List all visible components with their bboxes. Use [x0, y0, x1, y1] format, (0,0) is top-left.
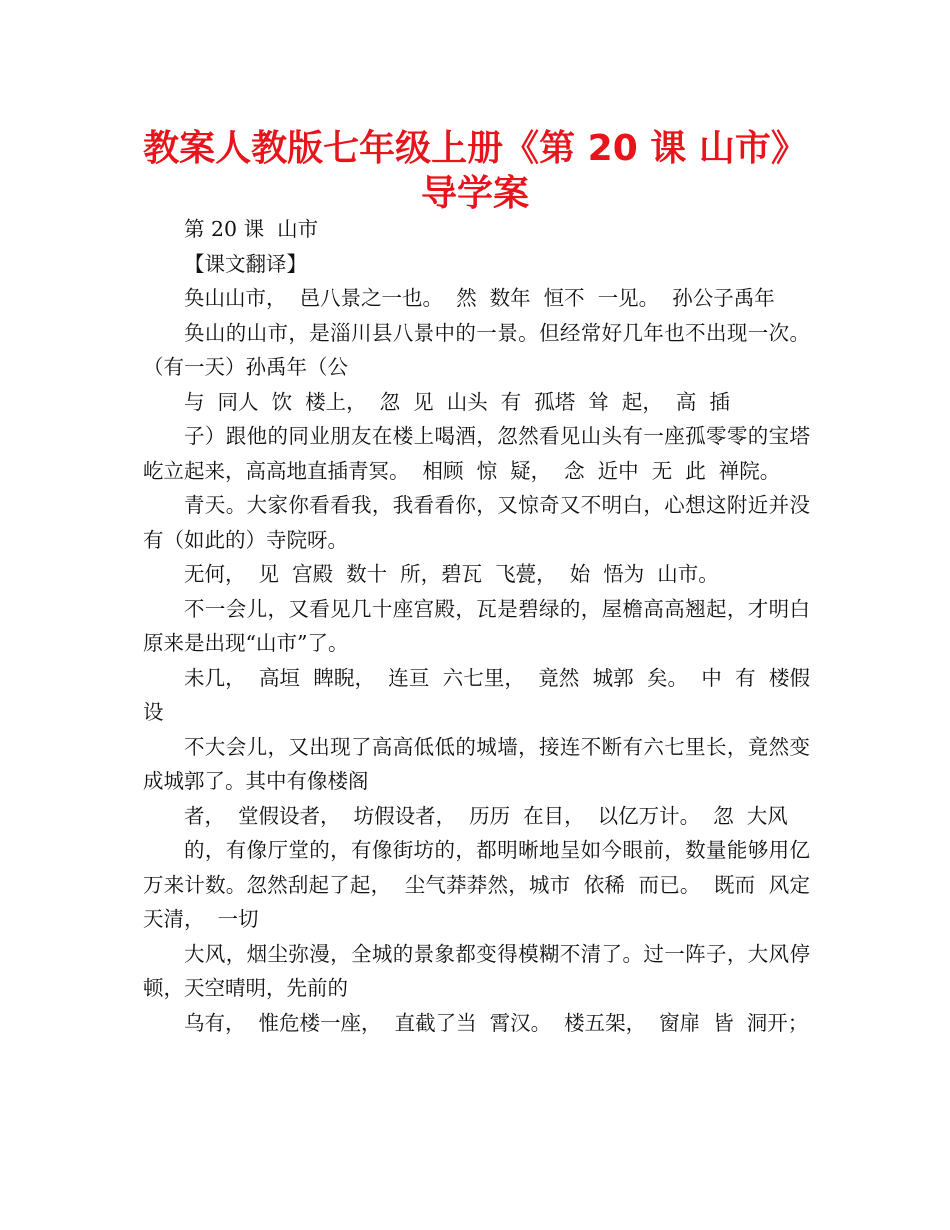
- body-paragraph: 奂山山市， 邑八景之一也。 然 数年 恒不 一见。 孙公子禹年: [184, 286, 775, 310]
- body-paragraph: 不大会儿，又出现了高高低低的城墙，接连不断有六七里长，竟然变成城郭了。其中有像楼阁: [143, 734, 810, 793]
- body-paragraph: 大风，烟尘弥漫，全城的景象都变得模糊不清了。过一阵子，大风停顿，天空晴明，先前的: [143, 941, 810, 1000]
- body-paragraph: 无何， 见 宫殿 数十 所，碧瓦 飞甍， 始 悟为 山市。: [184, 562, 719, 586]
- body-paragraph: 子）跟他的同业朋友在楼上喝酒，忽然看见山头有一座孤零零的宝塔屹立起来，高高地直插青冥。 相顾 惊 疑， 念 近中 无 此 禅院。: [143, 424, 810, 483]
- body-paragraph: 青天。大家你看看我，我看看你，又惊奇又不明白，心想这附近并没有（如此的）寺院呀。: [143, 493, 810, 552]
- section-heading-translation: 【课文翻译】: [184, 251, 307, 276]
- body-paragraph: 奂山的山市，是淄川县八景中的一景。但经常好几年也不出现一次。（有一天）孙禹年（公: [143, 320, 810, 379]
- body-paragraph: 者， 堂假设者， 坊假设者， 历历 在目， 以亿万计。 忽 大风: [184, 803, 788, 828]
- lesson-heading: 第 20 课 山市: [184, 217, 319, 241]
- document-title-line-2: 导学案: [420, 173, 529, 214]
- body-paragraph: 不一会儿，又看见几十座宫殿，瓦是碧绿的，屋檐高高翘起，才明白原来是出现“山市”了。: [143, 596, 810, 655]
- body-paragraph: 的，有像厅堂的，有像街坊的，都明晰地呈如今眼前，数量能够用亿万来计数。忽然刮起了起， 尘气莽莽然，城市 依稀 而已。 既而 风定 天清， 一切: [143, 838, 824, 931]
- document-title-line-1: 教案人教版七年级上册《第 20 课 山市》: [143, 128, 807, 169]
- document-body: [143, 212, 824, 1040]
- body-paragraph: 乌有， 惟危楼一座， 直截了当 霄汉。 楼五架， 窗扉 皆 洞开；: [184, 1010, 809, 1035]
- body-paragraph: 未几， 高垣 睥睨， 连亘 六七里， 竟然 城郭 矣。 中 有 楼假设: [143, 665, 810, 724]
- body-paragraph: 与 同人 饮 楼上， 忽 见 山头 有 孤塔 耸 起， 高 插: [184, 389, 730, 414]
